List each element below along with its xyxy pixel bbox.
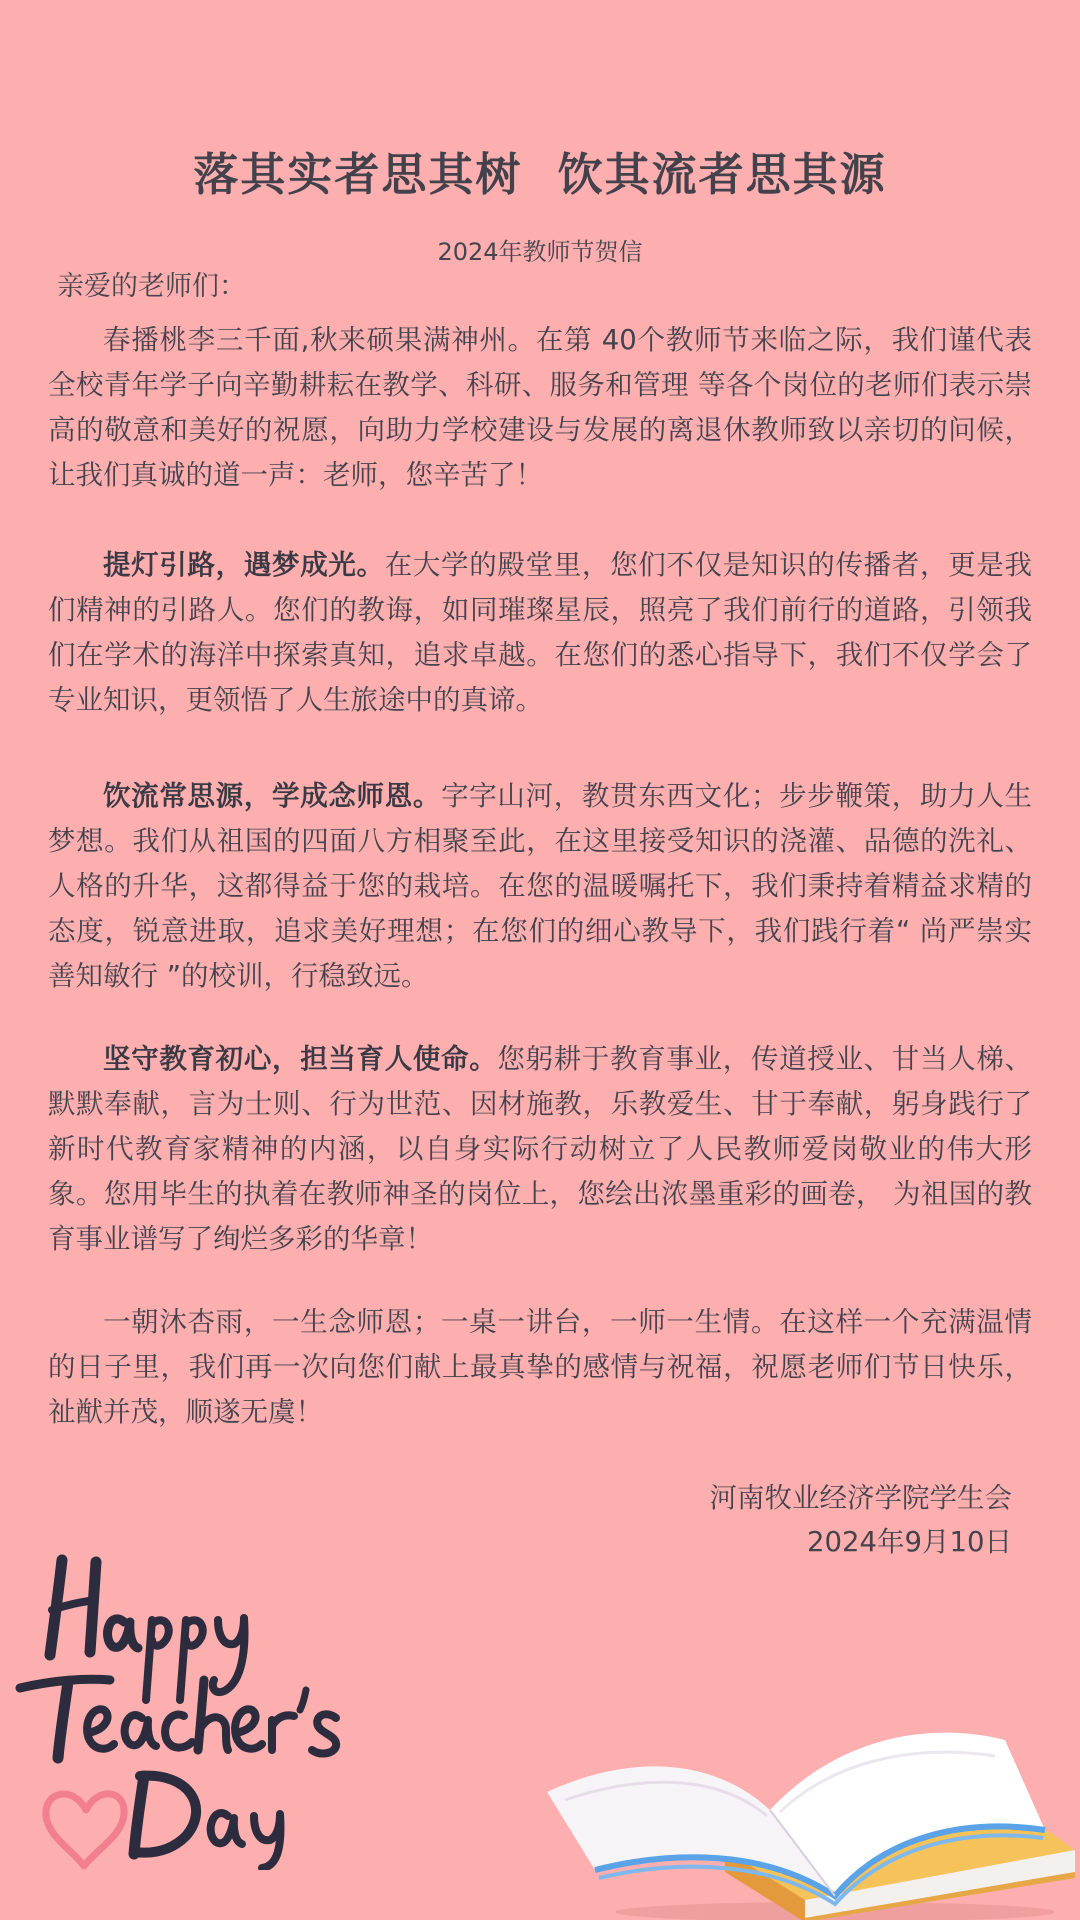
signature-date: 2024年9月10日 (807, 1526, 1012, 1558)
paragraph-lead: 提灯引路，遇梦成光。 (103, 549, 385, 581)
heart-icon (46, 1794, 124, 1866)
paragraph-body: 春播桃李三千面,秋来硕果满神州。在第 40个教师节来临之际，我们谨代表全校青年学子向辛勤耕耘在教学、科研、服务和管理 等各个岗位的老师们表示崇高的敬意和美好的祝愿，向助力学校建设与发展的离退休教师致以亲切的问候，让我们真诚的道一声：老师，您辛苦了！ (48, 324, 1032, 491)
signature-block (710, 1476, 1013, 1564)
open-book-icon (535, 1700, 1080, 1920)
paragraph-body: 您躬耕于教育事业，传道授业、甘当人梯、默默奉献，言为士则、行为世范、因材施教，乐教爱生、甘于奉献，躬身践行了新时代教育家精神的内涵，以自身实际行动树立了人民教师爱岗敬业的伟大形象。您用毕生的执着在教师神圣的岗位上，您绘出浓墨重彩的画卷， 为祖国的教育事业谱写了绚烂多彩的华章！ (48, 1043, 1032, 1255)
paragraph-4 (48, 1037, 1032, 1262)
paragraph-lead: 饮流常思源，学成念师恩。 (103, 780, 442, 812)
paragraph-body: 在大学的殿堂里，您们不仅是知识的传播者，更是我们精神的引路人。您们的教诲，如同璀璨星辰，照亮了我们前行的道路，引领我们在学术的海洋中探索真知，追求卓越。在您们的悉心指导下，我们不仅学会了专业知识，更领悟了人生旅途中的真谛。 (48, 549, 1032, 716)
page-title: 落其实者思其树 饮其流者思其源 (193, 148, 887, 201)
paragraph-1 (48, 318, 1032, 498)
happy-teachers-day-lettering-icon (14, 1540, 354, 1870)
paragraph-lead: 坚守教育初心，担当育人使命。 (103, 1043, 498, 1075)
signature-org: 河南牧业经济学院学生会 (709, 1482, 1012, 1514)
paragraph-body: 字字山河，教贯东西文化；步步鞭策，助力人生梦想。我们从祖国的四面八方相聚至此，在这里接受知识的浇灌、品德的洗礼、人格的升华，这都得益于您的栽培。在您的温暖嘱托下，我们秉持着精益求精的态度，锐意进取，追求美好理想；在您们的细心教导下，我们践行着“ 尚严崇实 善知敏行 ”的校训，行稳致远。 (48, 780, 1032, 992)
paragraph-2 (48, 543, 1032, 723)
page-subtitle: 2024年教师节贺信 (437, 238, 643, 266)
paragraph-3 (48, 774, 1032, 999)
paragraph-5 (48, 1300, 1032, 1435)
paragraph-body: 一朝沐杏雨，一生念师恩；一桌一讲台，一师一生情。在这样一个充满温情的日子里，我们再一次向您们献上最真挚的感情与祝福，祝愿老师们节日快乐，祉猷并茂，顺遂无虞！ (48, 1306, 1032, 1428)
salutation: 亲爱的老师们： (57, 271, 246, 302)
